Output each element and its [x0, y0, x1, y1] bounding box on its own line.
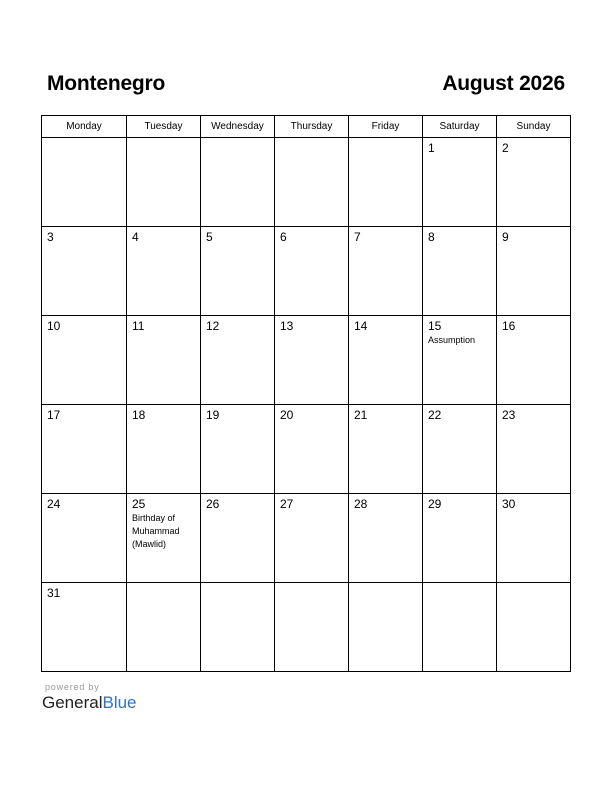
calendar-day-cell [42, 405, 127, 494]
powered-by-label: powered by [45, 682, 100, 692]
calendar-day-cell [42, 227, 127, 316]
calendar-day-cell [423, 405, 497, 494]
calendar-day-cell [497, 138, 571, 227]
day-number: 19 [206, 408, 220, 422]
day-number: 27 [280, 497, 294, 511]
calendar-day-cell [127, 405, 201, 494]
calendar-day-cell [275, 405, 349, 494]
weekday-header: Wednesday [201, 116, 275, 138]
day-number: 31 [47, 586, 61, 600]
calendar-day-cell [349, 227, 423, 316]
logo-text-blue: Blue [102, 693, 137, 712]
day-number: 17 [47, 408, 61, 422]
day-number: 29 [428, 497, 442, 511]
calendar-day-cell [423, 316, 497, 405]
calendar-day-cell [201, 405, 275, 494]
day-number: 26 [206, 497, 220, 511]
calendar-day-cell [423, 138, 497, 227]
day-number: 8 [428, 230, 435, 244]
calendar-day-cell [201, 138, 275, 227]
calendar-day-cell [127, 316, 201, 405]
day-number: 16 [502, 319, 516, 333]
day-number: 15 [428, 319, 442, 333]
day-number: 21 [354, 408, 368, 422]
day-number: 14 [354, 319, 368, 333]
generalblue-logo[interactable] [42, 693, 137, 713]
calendar-day-cell [497, 227, 571, 316]
day-number: 12 [206, 319, 220, 333]
day-number: 23 [502, 408, 516, 422]
calendar-day-cell [423, 494, 497, 583]
calendar-day-cell [201, 316, 275, 405]
calendar-day-cell [423, 227, 497, 316]
calendar-month-title: August 2026 [442, 72, 565, 95]
calendar-day-cell [275, 227, 349, 316]
calendar-week-row [42, 138, 571, 227]
day-number: 22 [428, 408, 442, 422]
day-number: 5 [206, 230, 213, 244]
day-number: 11 [132, 319, 145, 333]
calendar-grid [41, 115, 571, 672]
calendar-day-cell [127, 227, 201, 316]
day-number: 9 [502, 230, 509, 244]
day-number: 6 [280, 230, 287, 244]
day-number: 30 [502, 497, 516, 511]
day-number: 20 [280, 408, 294, 422]
day-number: 2 [502, 141, 509, 155]
calendar-day-cell [423, 583, 497, 672]
day-number: 3 [47, 230, 54, 244]
calendar-day-cell [275, 583, 349, 672]
calendar-day-cell [127, 583, 201, 672]
calendar-day-cell [42, 494, 127, 583]
day-number: 1 [428, 141, 435, 155]
calendar-week-row [42, 405, 571, 494]
day-number: 13 [280, 319, 294, 333]
calendar-day-cell [275, 316, 349, 405]
calendar-day-cell [275, 138, 349, 227]
calendar-day-cell [497, 316, 571, 405]
calendar-week-row [42, 494, 571, 583]
weekday-header: Saturday [423, 116, 497, 138]
calendar-day-cell [201, 494, 275, 583]
day-number: 28 [354, 497, 368, 511]
calendar-day-cell [349, 494, 423, 583]
weekday-header: Friday [349, 116, 423, 138]
calendar-day-cell [201, 583, 275, 672]
logo-text-general: General [42, 693, 103, 712]
weekday-header: Thursday [275, 116, 349, 138]
calendar-week-row [42, 227, 571, 316]
weekday-header-row [42, 116, 571, 138]
day-number: 24 [47, 497, 61, 511]
calendar-day-cell [349, 583, 423, 672]
day-number: 7 [354, 230, 361, 244]
calendar-day-cell [42, 583, 127, 672]
calendar-week-row [42, 316, 571, 405]
calendar-day-cell [275, 494, 349, 583]
calendar-day-cell [42, 138, 127, 227]
calendar-day-cell [201, 227, 275, 316]
weekday-header: Monday [42, 116, 127, 138]
calendar-day-cell [349, 316, 423, 405]
calendar-day-cell [42, 316, 127, 405]
calendar-day-cell [497, 494, 571, 583]
day-number: 25 [132, 497, 146, 511]
day-number: 10 [47, 319, 61, 333]
weekday-header: Tuesday [127, 116, 201, 138]
holiday-label: Assumption [428, 335, 476, 345]
holiday-label: Birthday of Muhammad (Mawlid) [132, 513, 180, 549]
calendar-day-cell [497, 583, 571, 672]
calendar-day-cell [497, 405, 571, 494]
weekday-header: Sunday [497, 116, 571, 138]
calendar-day-cell [127, 138, 201, 227]
calendar-country-title: Montenegro [47, 72, 166, 95]
calendar-week-row [42, 583, 571, 672]
calendar-day-cell [349, 138, 423, 227]
day-number: 4 [132, 230, 139, 244]
day-number: 18 [132, 408, 146, 422]
calendar-day-cell [349, 405, 423, 494]
calendar-day-cell [127, 494, 201, 583]
